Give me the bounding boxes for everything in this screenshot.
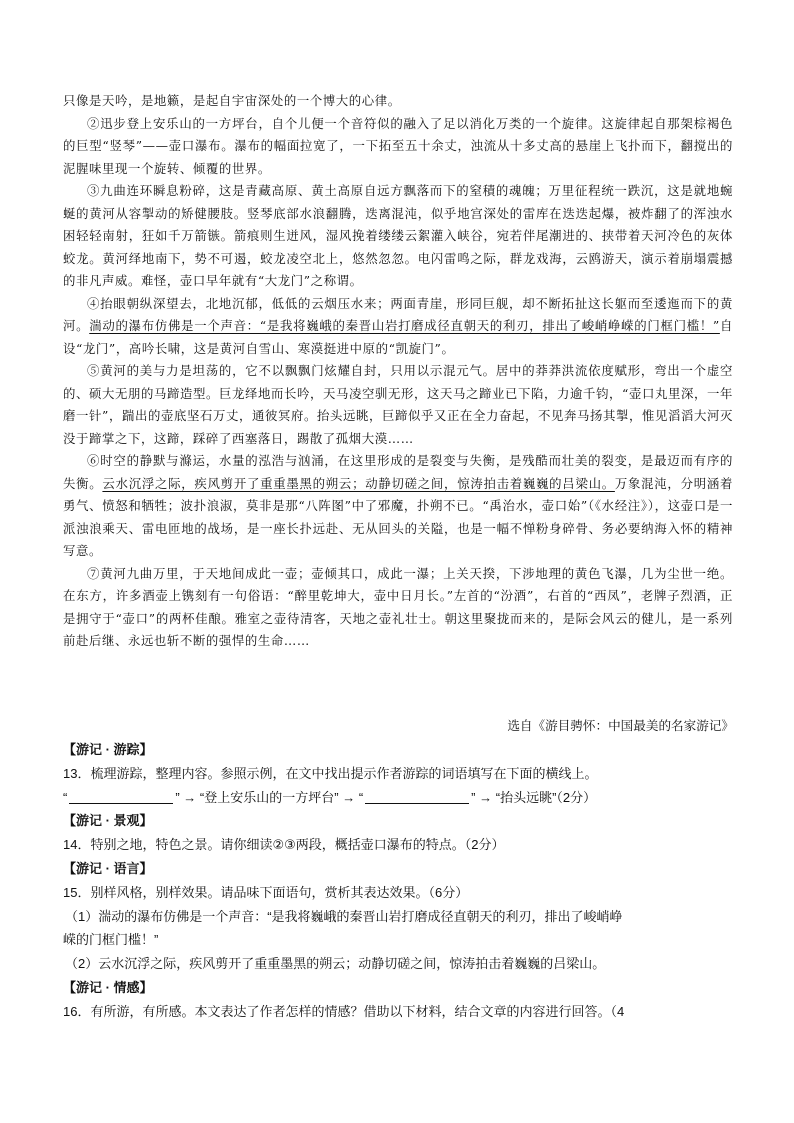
answer-blank-2[interactable] xyxy=(365,789,469,804)
paragraph-4 xyxy=(63,293,733,361)
quote-mark: “ xyxy=(358,789,364,805)
paragraph-5: ⑤黄河的美与力是坦荡的，它不以飘飘门炫耀自封，只用以示混元气。居中的莽莽洪流依度赋形，弯出一个虚空的、硕大无朋的马蹄造型。巨龙绎地而长吟，天马凌空驯无形，这天马之蹄业已下陷，力逾千钧，“壶口丸里深，一年磨一针”，踹出的壶底坚石万丈，通彼冥府。抬头远眺，巨蹄似乎又正在全力奋起，不见奔马扬其掣，惟见滔滔大河灭没于蹄掌之下，这蹄，踩碎了西塞落日，踢散了孤烟大漠…… xyxy=(63,363,733,446)
paragraph-4-text-a: ④抬眼朝纵深望去，北地沉郁，低低的云烟压水来；两面青崖，形同巨舰，却不断拓扯这长躯而至逶迤而下的黄河。 xyxy=(63,295,733,333)
route-example-end: “抬头远眺”（2分） xyxy=(495,789,597,805)
question-15: 15．别样风格，别样效果。请品味下面语句，赏析其表达效果。（6分） xyxy=(63,884,469,900)
paragraph-6 xyxy=(63,450,733,563)
section-heading-travel-route: 【游记 · 游踪】 xyxy=(63,742,153,757)
paragraph-6-text-a: ⑥时空的静默与滌运，水量的泓浩与汹涌，在这里形成的是裂变与失衡，是残酷而壮美的裂变，是最迈而有序的失衡。 xyxy=(63,453,733,491)
quote-mark: ” xyxy=(471,789,476,805)
question-14: 14．特别之地，特色之景。请你细读②③两段，概括壶口瀑布的特点。（2分） xyxy=(63,837,505,853)
paragraph-4-text-b: 自设“龙门”，高吟长啸，这是黄河自雪山、寒漠挺进中原的“凯旋门”。 xyxy=(63,318,733,356)
question-15-item-1-line-2: 嵘的门框门槛！” xyxy=(63,932,159,948)
section-heading-emotion: 【游记 · 情感】 xyxy=(63,979,153,995)
paragraph-3: ③九曲连环瞬息粉碎，这是青藏高原、黄土高原自远方飘落而下的窒積的魂魄；万里征程统一跌沉，这是就地蜿蜒的黄河从容掣动的矫健腰肢。竖琴底部水浪翻腾，迭离混沌，似乎地宫深处的雷库在迭迭起爆，被炸翻了的浑浊水困轻轻南射，狂如千万箭镞。箭痕则生迸风，湿风挽着缕缕云絮灌入峡谷，宛若伴尾潮进的、挟带着天河冷色的灰体蛟龙。黄河绎地南下，势不可遏，蛟龙凌空北上，悠然忽忽。电闪雷鸣之际，群龙戏海，云鸥游天，演示着崩塌震撼的非凡声威。难怪，壶口早年就有“大龙门”之称谓。 xyxy=(63,183,733,288)
paragraph-7: ⑦黄河九曲万里，于天地间成此一壶；壶倾其口，成此一瀑；上关天揆，下涉地理的黄色飞瀑，几为尘世一绝。在东方，许多酒壶上镌刻有一句俗语：“醉里乾坤大，壶中日月长。”左首的“汾酒”，右首的“西凤”，老牌子烈酒，正是拥守于“壶口”的两杯佳酿。雅室之壶待清客，天地之壶礼壮士。朝这里聚拢而来的，是际会风云的健儿，是一系列前赴后继、永远也斩不断的强悍的生命…… xyxy=(63,565,733,648)
arrow-icon: → xyxy=(475,789,496,805)
paragraph-4-underlined-sentence: 湍动的瀑布仿佛是一个声音：“是我将巍峨的秦晋山岩打磨成径直朝天的利刃，排出了峻峭峥嵘的门框门槛！” xyxy=(89,318,720,333)
section-heading-scenery: 【游记 · 景观】 xyxy=(63,813,153,829)
question-15-item-2: （2）云水沉浮之际，疾风剪开了重重墨黑的朔云；动静切磋之间，惊涛拍击着巍巍的吕梁山。 xyxy=(65,956,606,972)
paragraph-6-text-b: 万象混沌，分明涵着勇气、愤怒和牺牲；波扑浪淑，莫非是那“八阵图”中了邪魔，扑朔不已。“禹治水，壶口始”（《水经注》），这壶口是一派浊浪乘天、雷电匝地的战场，是一座长扑远赴、无从回头的关隘，也是一幅不惮粉身碎骨、务必要纳海入怀的精神写意。 xyxy=(63,475,733,558)
question-13: 13．梳理游踪，整理内容。参照示例，在文中找出提示作者游踪的词语填写在下面的横线上。 xyxy=(63,765,598,781)
paragraph-6-underlined-sentence: 云水沉浮之际，疾风剪开了重重墨黑的朔云；动静切磋之间，惊涛拍击着巍巍的吕梁山。 xyxy=(102,475,615,491)
arrow-icon: → xyxy=(179,789,200,805)
reading-passage xyxy=(63,90,733,653)
route-example-middle: “登上安乐山的一方坪台” xyxy=(199,789,339,805)
section-heading-language: 【游记 · 语言】 xyxy=(63,860,153,876)
question-15-item-1-line-1: （1）湍动的瀑布仿佛是一个声音：“是我将巍峨的秦晋山岩打磨成径直朝天的利刃，排出了峻峭峥 xyxy=(65,908,623,924)
paragraph-1-end: 只像是天吟，是地籁，是起自宇宙深处的一个博大的心律。 xyxy=(63,93,401,108)
source-citation: 选自《游目骋怀：中国最美的名家游记》 xyxy=(507,719,734,733)
questions-block xyxy=(63,738,743,1024)
question-16: 16．有所游，有所感。本文表达了作者怎样的情感？借助以下材料，结合文章的内容进行回答。（4 xyxy=(63,1003,625,1019)
answer-blank-1[interactable] xyxy=(69,789,173,804)
paragraph-2: ②迅步登上安乐山的一方坪台，自个儿便一个音符似的融入了足以消化万类的一个旋律。这旋律起自那架棕褐色的巨型“竖琴”——壶口瀑布。瀑布的幅面拉宽了，一下拓至五十余丈，浊流从十多丈高的悬崖上飞扑而下，翻搅出的泥腥味里现一个旋转、倾覆的世界。 xyxy=(63,115,733,176)
quote-mark: ” xyxy=(175,789,180,805)
quote-mark: “ xyxy=(63,789,68,805)
question-13-fill-line xyxy=(63,786,743,810)
arrow-icon: → xyxy=(338,789,359,805)
